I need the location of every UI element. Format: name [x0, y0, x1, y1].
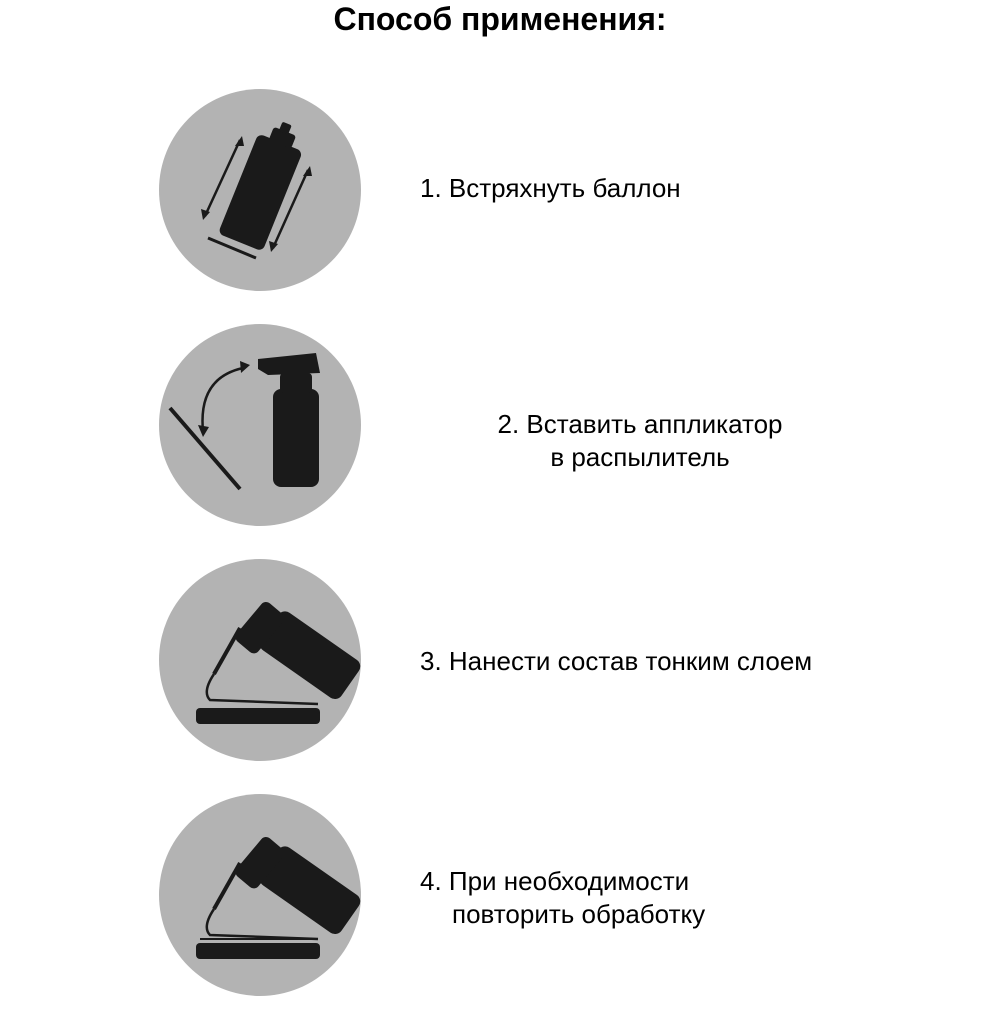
step-1-text: 1. Встряхнуть баллон — [420, 173, 681, 203]
step-4-text: 4. При необходимости повторить обработку — [420, 866, 706, 929]
page-title: Способ применения: — [333, 1, 667, 37]
shake-can-icon — [158, 88, 362, 292]
step-2 — [0, 323, 1000, 543]
insert-applicator-icon — [158, 323, 362, 527]
apply-thin-layer-icon — [158, 558, 362, 762]
step-1 — [0, 88, 1000, 308]
step-3-text: 3. Нанести состав тонким слоем — [420, 646, 813, 676]
step-3 — [0, 558, 1000, 778]
step-2-text: 2. Вставить аппликатор в распылитель — [497, 409, 783, 472]
step-4 — [0, 793, 1000, 1013]
repeat-treatment-icon — [158, 793, 362, 997]
